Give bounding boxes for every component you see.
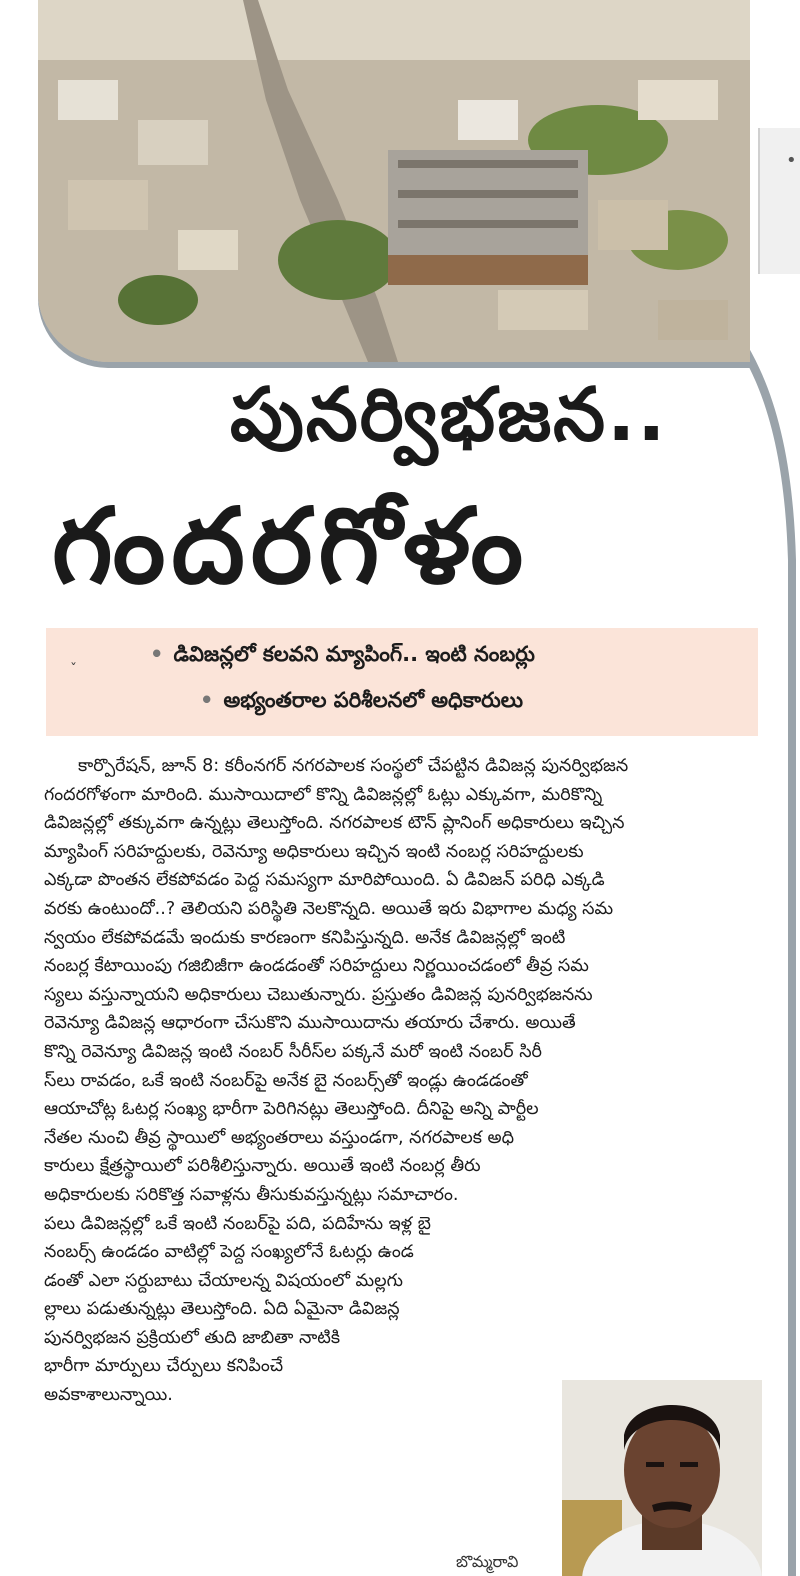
bullet-icon: • <box>200 688 214 712</box>
tick-mark: ˇ <box>70 662 77 678</box>
body-line: ఎక్కడా పొంతన లేకపోవడం పెద్ద సమస్యగా మారిపోయింది. ఏ డివిజన్ పరిధి ఎక్కడి <box>44 870 605 891</box>
bullet-icon: • <box>150 642 164 666</box>
side-bullet: • <box>786 150 797 171</box>
body-line: నంబర్ల కేటాయింపు గజిబిజీగా ఉండడంతో సరిహద్దులు నిర్ణయించడంలో తీవ్ర సమ <box>44 956 589 977</box>
aerial-city-photo <box>38 0 750 362</box>
body-line: వరకు ఉంటుందో..? తెలియని పరిస్థితి నెలకొన్నది. అయితే ఇరు విభాగాల మధ్య సమ <box>44 898 614 919</box>
body-line: అధికారులకు సరికొత్త సవాళ్లను తీసుకువస్తున్నట్లు సమాచారం. <box>44 1184 459 1205</box>
body-line: స్‌లు రావడం, ఒకే ఇంటి నంబర్‌పై అనేక బై నంబర్స్‌తో ఇండ్లు ఉండడంతో <box>44 1070 528 1091</box>
body-line: మ్యాపింగ్ సరిహద్దులకు, రెవెన్యూ అధికారులు ఇచ్చిన ఇంటి నంబర్ల సరిహద్దులకు <box>44 841 584 862</box>
subhead-item <box>200 688 523 718</box>
body-line: కొన్ని రెవెన్యూ డివిజన్ల ఇంటి నంబర్ సీరీస్‌ల పక్కనే మరో ఇంటి నంబర్ సిరీ <box>44 1041 542 1062</box>
body-line: భారీగా మార్పులు చేర్పులు కనిపించే <box>44 1356 284 1377</box>
body-line: డివిజన్లల్లో తక్కువగా ఉన్నట్లు తెలుస్తోంది. నగరపాలక టౌన్ ప్లానింగ్ అధికారులు ఇచ్చిన <box>44 813 625 834</box>
body-line: నేతల నుంచి తీవ్ర స్థాయిలో అభ్యంతరాలు వస్తుండగా, నగరపాలక అధి <box>44 1127 515 1148</box>
body-line: న్వయం లేకపోవడమే ఇందుకు కారణంగా కనిపిస్తున్నది. అనేక డివిజన్లల్లో ఇంటి <box>44 927 566 948</box>
subhead-text: అభ్యంతరాల పరిశీలనలో అధికారులు <box>223 688 523 712</box>
body-line: కార్పొరేషన్, జూన్ 8: కరీంనగర్ నగరపాలక సంస్థలో చేపట్టిన డివిజన్ల పునర్విభజన <box>78 756 629 776</box>
body-line: స్యలు వస్తున్నాయని అధికారులు చెబుతున్నారు. ప్రస్తుతం డివిజన్ల పునర్విభజనను <box>44 984 593 1005</box>
body-line: అవకాశాలున్నాయి. <box>44 1385 173 1406</box>
body-line: డంతో ఎలా సర్దుబాటు చేయాలన్న విషయంలో మల్లగు <box>44 1270 403 1291</box>
subhead-item <box>150 642 535 672</box>
body-line: ఆయాచోట్ల ఓటర్ల సంఖ్య భారీగా పెరిగినట్లు తెలుస్తోంది. దీనిపై అన్ని పార్టీల <box>44 1099 539 1120</box>
body-line: రెవెన్యూ డివిజన్ల ఆధారంగా చేసుకొని ముసాయిదాను తయారు చేశారు. అయితే <box>44 1013 576 1034</box>
headline-line2: గందరగోళం <box>52 485 530 607</box>
side-column-tab <box>758 128 800 274</box>
photo-caption: బొమ్మరావి <box>456 1552 519 1571</box>
body-line: గందరగోళంగా మారింది. ముసాయిదాలో కొన్ని డివిజన్లల్లో ఓట్లు ఎక్కువగా, మరికొన్ని <box>44 784 603 805</box>
body-line: ల్లాలు పడుతున్నట్లు తెలుస్తోంది. ఏది ఏమైనా డివిజన్ల <box>44 1299 400 1320</box>
subhead-text: డివిజన్లలో కలవని మ్యాపింగ్.. ఇంటి నంబర్లు <box>173 642 535 666</box>
body-line: నంబర్స్ ఉండడం వాటిల్లో పెద్ద సంఖ్యలోనే ఓటర్లు ఉండ <box>44 1242 414 1263</box>
body-line: పలు డివిజన్లల్లో ఒకే ఇంటి నంబర్‌పై పది, పదిహేను ఇళ్ల బై <box>44 1213 431 1234</box>
body-line: పునర్విభజన ప్రక్రియలో తుది జాబితా నాటికి <box>44 1327 341 1348</box>
reporter-portrait <box>562 1380 762 1576</box>
article-body <box>44 752 760 1410</box>
headline-line1: పునర్విభజన.. <box>230 372 668 458</box>
body-line: కారులు క్షేత్రస్థాయిలో పరిశీలిస్తున్నారు. అయితే ఇంటి నంబర్ల తీరు <box>44 1156 481 1177</box>
